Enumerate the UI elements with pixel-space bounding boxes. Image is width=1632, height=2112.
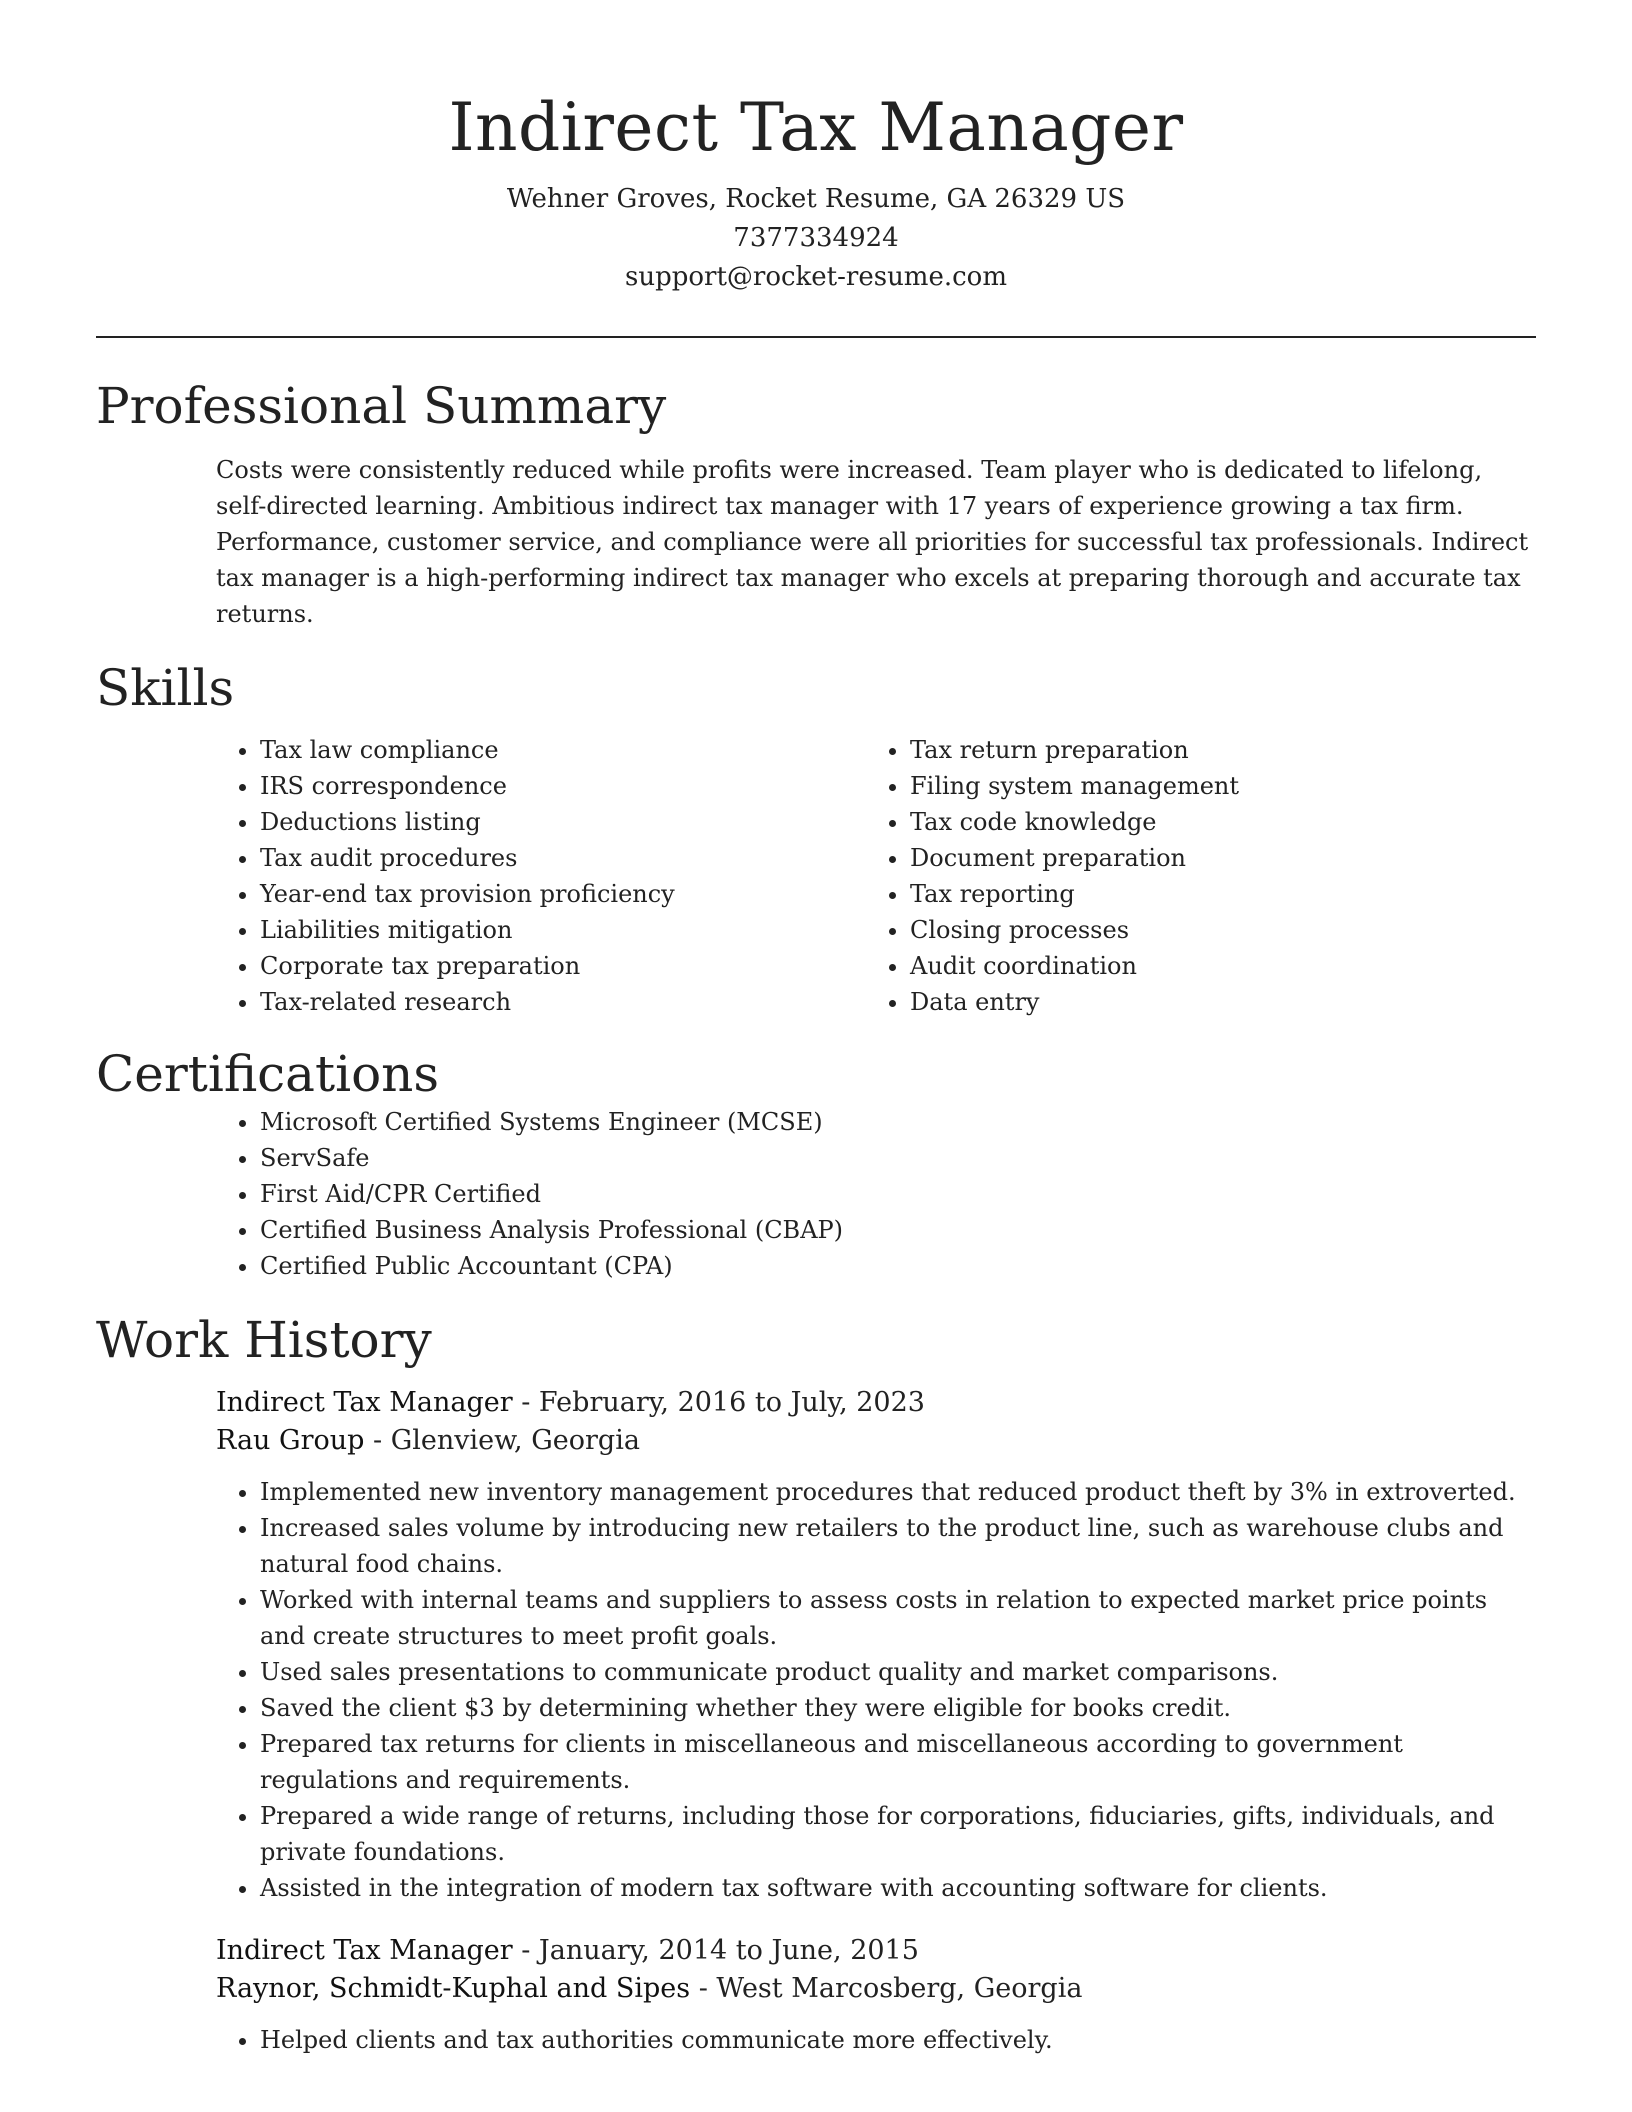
job-dates: - January, 2014 to June, 2015 bbox=[512, 1935, 919, 1966]
skill-item: • Tax return preparation bbox=[910, 732, 1410, 768]
summary-heading: Professional Summary bbox=[96, 377, 667, 435]
job-company: Raynor, Schmidt-Kuphal and Sipes bbox=[216, 1973, 691, 2004]
skill-item: • Filing system management bbox=[910, 768, 1410, 804]
certifications-heading: Certifications bbox=[96, 1045, 440, 1103]
skill-item: • Deductions listing bbox=[260, 804, 910, 840]
certifications-list bbox=[96, 1104, 1536, 1284]
contact-email: support@rocket-resume.com bbox=[624, 262, 1007, 292]
job-bullet: • Helped clients and tax authorities communicate more effectively. bbox=[260, 2022, 1526, 2058]
certifications-section bbox=[96, 1044, 1536, 1284]
contact-phone: 7377334924 bbox=[733, 223, 899, 253]
job-entry bbox=[96, 1384, 1536, 1906]
candidate-title: Indirect Tax Manager bbox=[448, 89, 1184, 166]
job-title: Indirect Tax Manager bbox=[216, 1935, 513, 1966]
skill-item: • Tax audit procedures bbox=[260, 840, 910, 876]
job-location: - West Marcosberg, Georgia bbox=[690, 1973, 1083, 2004]
job-bullet: • Prepared tax returns for clients in miscellaneous and miscellaneous according to government regulations and requirements. bbox=[260, 1726, 1526, 1798]
certification-item: • Certified Public Accountant (CPA) bbox=[260, 1248, 1536, 1284]
resume-header bbox=[96, 0, 1536, 297]
certification-item: • Microsoft Certified Systems Engineer (MCSE) bbox=[260, 1104, 1536, 1140]
skill-item: • Tax-related research bbox=[260, 984, 910, 1020]
professional-summary-section bbox=[96, 376, 1536, 632]
skill-item: • IRS correspondence bbox=[260, 768, 910, 804]
skill-item: • Closing processes bbox=[910, 912, 1410, 948]
job-bullet: • Prepared a wide range of returns, including those for corporations, fiduciaries, gifts, individuals, and private foundations. bbox=[260, 1798, 1526, 1870]
skill-item: • Year-end tax provision proficiency bbox=[260, 876, 910, 912]
job-location: - Glenview, Georgia bbox=[364, 1425, 640, 1456]
job-bullet: • Worked with internal teams and suppliers to assess costs in relation to expected market price points and create structures to meet profit goals. bbox=[260, 1582, 1526, 1654]
job-header bbox=[216, 1932, 1536, 2008]
resume-page bbox=[96, 0, 1536, 2058]
job-bullet: • Saved the client $3 by determining whether they were eligible for books credit. bbox=[260, 1690, 1526, 1726]
skills-right-list bbox=[910, 732, 1410, 1020]
skill-item: • Audit coordination bbox=[910, 948, 1410, 984]
job-bullet: • Assisted in the integration of modern tax software with accounting software for clients. bbox=[260, 1870, 1526, 1906]
skill-item: • Tax reporting bbox=[910, 876, 1410, 912]
skill-item: • Tax code knowledge bbox=[910, 804, 1410, 840]
work-history-section bbox=[96, 1310, 1536, 2058]
skill-item: • Document preparation bbox=[910, 840, 1410, 876]
header-divider bbox=[96, 336, 1536, 338]
job-dates: - February, 2016 to July, 2023 bbox=[512, 1387, 925, 1418]
job-bullet: • Implemented new inventory management procedures that reduced product theft by 3% in extroverted. bbox=[260, 1474, 1526, 1510]
job-entry bbox=[96, 1932, 1536, 2058]
skill-item: • Corporate tax preparation bbox=[260, 948, 910, 984]
skills-heading: Skills bbox=[96, 659, 235, 717]
job-header bbox=[216, 1384, 1536, 1460]
skill-item: • Data entry bbox=[910, 984, 1410, 1020]
job-title: Indirect Tax Manager bbox=[216, 1387, 513, 1418]
certification-item: • ServSafe bbox=[260, 1140, 1536, 1176]
job-bullets bbox=[96, 1474, 1536, 1906]
job-company-line bbox=[216, 1970, 1536, 2008]
skill-item: • Liabilities mitigation bbox=[260, 912, 910, 948]
certification-item: • Certified Business Analysis Professional (CBAP) bbox=[260, 1212, 1536, 1248]
contact-address: Wehner Groves, Rocket Resume, GA 26329 US bbox=[506, 184, 1126, 214]
work-history-heading: Work History bbox=[96, 1311, 432, 1369]
certification-item: • First Aid/CPR Certified bbox=[260, 1176, 1536, 1212]
job-company: Rau Group bbox=[216, 1425, 365, 1456]
job-company-line bbox=[216, 1422, 1536, 1460]
skill-item: • Tax law compliance bbox=[260, 732, 910, 768]
job-bullet: • Increased sales volume by introducing new retailers to the product line, such as warehouse clubs and natural food chains. bbox=[260, 1510, 1526, 1582]
job-bullet: • Used sales presentations to communicate product quality and market comparisons. bbox=[260, 1654, 1526, 1690]
job-title-line bbox=[216, 1932, 1536, 1970]
summary-text: Costs were consistently reduced while profits were increased. Team player who is dedicated to lifelong, self-directed learning. Ambitious indirect tax manager with 17 years of experience growing a tax firm. Performance, customer service, and compliance were all priorities for successful tax professionals. Indirect tax manager is a high-performing indirect tax manager who excels at preparing thorough and accurate tax returns. bbox=[216, 456, 1529, 628]
skills-section bbox=[96, 658, 1536, 1020]
job-title-line bbox=[216, 1384, 1536, 1422]
skills-columns bbox=[96, 732, 1536, 1020]
skills-left-list bbox=[96, 732, 910, 1020]
job-bullets bbox=[96, 2022, 1536, 2058]
